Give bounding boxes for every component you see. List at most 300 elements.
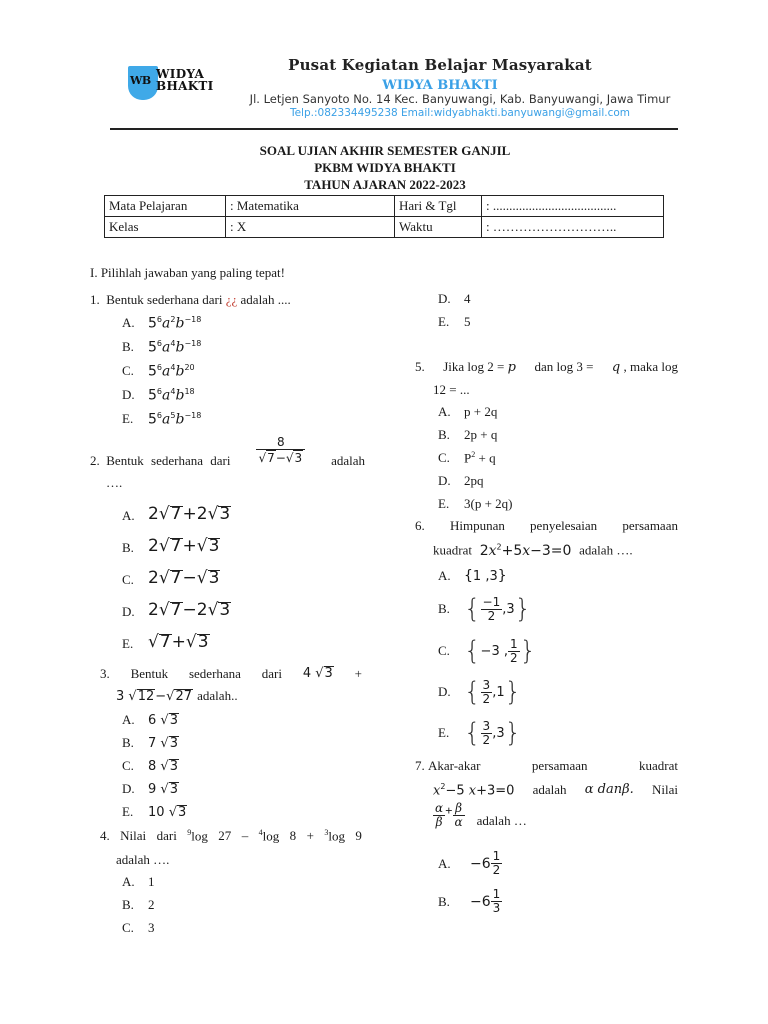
- answer-option[interactable]: [438, 427, 497, 443]
- set-expression: [464, 636, 536, 666]
- ellipsis: ….: [106, 475, 123, 490]
- coefficient: 2: [148, 504, 159, 524]
- option-label: A.: [438, 404, 451, 419]
- question-text: 12 = ...: [433, 382, 470, 397]
- variable: p: [507, 360, 516, 375]
- left-brace: {: [464, 677, 481, 707]
- answer-option[interactable]: [122, 804, 187, 820]
- question-text: persamaan: [622, 518, 678, 533]
- option-value: 3: [148, 920, 155, 935]
- term: −3=0: [530, 542, 572, 559]
- base: 5: [148, 411, 157, 428]
- option-value: 5: [464, 314, 471, 329]
- sqrt: √7: [158, 568, 182, 588]
- question-text: adalah..: [197, 688, 238, 703]
- whole-part: −6: [470, 893, 491, 910]
- answer-option[interactable]: [438, 636, 536, 666]
- answer-option[interactable]: [122, 735, 179, 751]
- broken-formula: ¿¿: [225, 292, 238, 307]
- expression: [148, 315, 201, 332]
- sqrt: √3: [160, 758, 178, 774]
- sqrt: √7: [158, 536, 182, 556]
- shield-icon: [128, 66, 158, 100]
- question-text: Jika log 2 =: [443, 359, 505, 374]
- answer-option[interactable]: [122, 387, 195, 404]
- question-text: kuadrat: [433, 542, 472, 558]
- exponent: 5: [170, 411, 176, 420]
- fraction-denominator: 2: [509, 650, 518, 665]
- answer-option[interactable]: [438, 314, 471, 330]
- answer-option[interactable]: [122, 758, 179, 774]
- fraction: [491, 850, 503, 877]
- question-text: adalah ….: [579, 542, 633, 558]
- base: 5: [148, 387, 157, 404]
- question-7: [415, 758, 678, 829]
- right-brace: }: [504, 677, 522, 707]
- answer-option[interactable]: [122, 897, 155, 913]
- exponent: 2: [440, 782, 446, 791]
- set-term: ,1: [492, 684, 505, 700]
- question-6: [415, 518, 678, 559]
- sqrt: √3: [160, 735, 178, 751]
- sqrt: √7: [148, 632, 171, 652]
- question-number: 7.: [415, 758, 425, 773]
- radicand: 3: [169, 735, 178, 751]
- operator: +: [306, 828, 314, 843]
- fraction-numerator: −1: [482, 594, 501, 609]
- fraction-numerator: 1: [509, 636, 518, 651]
- option-label: E.: [438, 496, 450, 511]
- radicand: 3: [324, 666, 333, 681]
- coefficient: 2: [148, 568, 159, 588]
- question-number: 1.: [90, 292, 100, 307]
- mixed-number: [470, 850, 502, 877]
- right-brace: }: [497, 568, 507, 584]
- term: +5: [501, 542, 523, 559]
- question-5: [415, 359, 678, 398]
- answer-option[interactable]: [122, 536, 220, 556]
- option-value: 2pq: [464, 473, 484, 488]
- set-expression: [464, 677, 521, 707]
- option-label: A.: [122, 315, 135, 331]
- right-brace: }: [519, 636, 537, 666]
- right-brace: }: [514, 594, 532, 624]
- sqrt: √3: [160, 781, 178, 797]
- option-label: B.: [122, 735, 134, 750]
- question-number: 6.: [415, 518, 425, 533]
- logo-line-1: WIDYA: [156, 67, 205, 81]
- variable: x: [433, 783, 441, 799]
- coefficient: 2: [196, 504, 208, 524]
- option-label: C.: [122, 363, 134, 379]
- expression: [148, 504, 231, 524]
- answer-option[interactable]: [438, 473, 484, 489]
- answer-option[interactable]: [438, 718, 521, 748]
- logo-line-2: BHAKTI: [156, 79, 214, 93]
- left-brace: {: [464, 636, 481, 666]
- question-number: 4.: [100, 828, 110, 843]
- radicand: 7: [170, 600, 182, 620]
- expression: [148, 411, 201, 428]
- option-value: 2: [148, 897, 155, 912]
- variable: q: [611, 360, 621, 375]
- answer-option[interactable]: [122, 632, 210, 652]
- coefficient: 7: [148, 735, 157, 751]
- radicand: 3: [177, 804, 187, 820]
- expression: [148, 387, 195, 404]
- base: 5: [148, 339, 157, 356]
- exponent: 4: [170, 339, 176, 348]
- log-arg: 27: [218, 828, 232, 843]
- exponent: 6: [156, 411, 163, 420]
- answer-option[interactable]: [122, 315, 201, 332]
- set-term: ,3: [502, 601, 515, 617]
- question-text: adalah ….: [116, 852, 170, 868]
- coefficient: 9: [148, 781, 157, 797]
- sqrt: √3: [168, 804, 187, 820]
- expression: [148, 568, 220, 588]
- option-label: D.: [438, 684, 451, 699]
- logo-mark: WB: [130, 74, 151, 87]
- question-text: Bentuk sederhana dari: [106, 292, 223, 307]
- variable: b: [175, 315, 185, 332]
- right-brace: }: [504, 718, 522, 748]
- option-label: D.: [122, 387, 135, 403]
- fraction-denominator: 2: [482, 732, 491, 747]
- question-3: 3. Bentuk sederhana dari 4 √3 + 3 √12−√27 adalah..: [100, 666, 362, 704]
- option-label: E.: [122, 636, 134, 651]
- operator: +: [182, 536, 197, 556]
- question-text: adalah: [331, 453, 365, 468]
- variable: β.: [622, 782, 634, 797]
- option-label: B.: [122, 339, 134, 355]
- variable: a: [162, 411, 171, 428]
- radicand: 12: [137, 689, 155, 704]
- answer-option[interactable]: [438, 594, 531, 624]
- option-label: B.: [122, 540, 134, 555]
- expression: [148, 363, 195, 380]
- answer-option[interactable]: [438, 450, 496, 466]
- answer-option[interactable]: [438, 496, 513, 512]
- option-label: C.: [438, 643, 450, 658]
- radicand: 7: [170, 536, 182, 556]
- question-text: , maka log: [623, 359, 678, 374]
- expression: [148, 632, 210, 652]
- option-label: D.: [122, 781, 135, 796]
- left-brace: {: [464, 718, 481, 748]
- set-term: −3 ,: [480, 643, 508, 659]
- base: 5: [148, 315, 157, 332]
- option-value: p + 2q: [464, 404, 498, 419]
- question-text: adalah ....: [240, 292, 291, 307]
- logo-text: [156, 68, 214, 92]
- answer-option[interactable]: [122, 363, 195, 380]
- year-title: TAHUN AJARAN 2022-2023: [304, 177, 466, 192]
- answer-option[interactable]: [122, 339, 201, 356]
- question-text: adalah: [532, 782, 567, 797]
- question-number: 5.: [415, 359, 425, 374]
- answer-option[interactable]: [438, 888, 502, 915]
- log-text: log: [191, 828, 208, 844]
- log-text: log: [328, 828, 345, 844]
- answer-option[interactable]: [438, 404, 497, 420]
- option-label: C.: [122, 572, 134, 587]
- fraction: [433, 802, 445, 829]
- question-text: Himpunan: [449, 518, 505, 533]
- radicand: 3: [219, 504, 231, 524]
- question-text: Akar-akar: [428, 758, 481, 773]
- mixed-number: [470, 888, 502, 915]
- option-label: D.: [122, 604, 135, 619]
- radicand: 3: [208, 536, 220, 556]
- operator: −: [155, 689, 167, 704]
- exponent: −18: [184, 411, 202, 420]
- option-label: A.: [122, 712, 135, 727]
- sqrt: √3: [207, 600, 231, 620]
- exponent: 6: [156, 363, 163, 372]
- question-2: [90, 434, 365, 491]
- exam-title: SOAL UJIAN AKHIR SEMESTER GANJIL: [259, 143, 511, 158]
- variable: a: [162, 315, 171, 332]
- address: Jl. Letjen Sanyoto No. 14 Kec. Banyuwangi, Kab. Banyuwangi, Jawa Timur: [249, 92, 671, 106]
- option-label: E.: [438, 314, 450, 329]
- sqrt: √3: [196, 568, 220, 588]
- question-text: dari: [156, 828, 177, 843]
- variable: x: [468, 783, 477, 799]
- coefficient: 8: [148, 758, 157, 774]
- question-text: persamaan: [531, 758, 588, 773]
- answer-option[interactable]: [122, 781, 179, 797]
- expression: [148, 600, 231, 620]
- radicand: 7: [267, 450, 275, 465]
- option-label: D.: [438, 291, 451, 306]
- answer-option[interactable]: [122, 600, 231, 620]
- coefficient: 6: [148, 712, 157, 728]
- question-1: [90, 292, 360, 308]
- fraction-numerator: 8: [276, 434, 285, 449]
- answer-option[interactable]: [438, 677, 521, 707]
- question-text: adalah …: [476, 813, 527, 829]
- option-label: A.: [438, 568, 451, 583]
- expression: [148, 782, 179, 797]
- left-brace: {: [464, 568, 473, 584]
- fraction: [481, 720, 493, 747]
- fraction: [256, 436, 305, 465]
- log-base: 3: [324, 828, 329, 837]
- option-value: 3(p + 2q): [464, 496, 513, 511]
- fraction: [453, 802, 465, 829]
- operator: –: [241, 828, 249, 843]
- sqrt: √3: [207, 504, 231, 524]
- fraction: [481, 679, 493, 706]
- fraction-denominator: α: [454, 815, 463, 830]
- question-text: dari: [261, 666, 282, 681]
- question-text: kuadrat: [639, 758, 678, 773]
- fraction-denominator: 2: [492, 863, 501, 877]
- operator: +: [354, 666, 362, 681]
- question-text: Bentuk sederhana dari: [106, 453, 231, 468]
- set-content: 1 ,3: [472, 568, 498, 584]
- set-expression: [464, 718, 521, 748]
- expression: [148, 736, 179, 751]
- operator: +: [171, 632, 186, 652]
- contact-info: Telp.:082334495238 Email:widyabhakti.banyuwangi@gmail.com: [289, 107, 631, 119]
- fraction-numerator: β: [453, 802, 465, 816]
- label-class: Kelas: [105, 217, 226, 238]
- radicand: 7: [170, 504, 182, 524]
- variable: b: [175, 387, 185, 404]
- base: P: [464, 450, 472, 466]
- exponent: −18: [184, 339, 202, 348]
- coefficient: 2: [479, 542, 489, 559]
- expression: [148, 339, 201, 356]
- base: 5: [148, 363, 157, 380]
- coefficient: 3: [116, 689, 125, 704]
- coefficient: 2: [148, 536, 159, 556]
- question-text: penyelesaian: [530, 518, 598, 533]
- sqrt: √7: [158, 504, 182, 524]
- header-divider: [110, 128, 678, 130]
- set-expression: [464, 568, 507, 584]
- exponent: 4: [170, 387, 176, 396]
- answer-option[interactable]: [438, 850, 502, 877]
- org-name: Pusat Kegiatan Belajar Masyarakat: [288, 56, 592, 74]
- fraction: [508, 638, 520, 665]
- option-label: C.: [438, 450, 450, 466]
- radicand: 3: [294, 450, 303, 465]
- operator: −: [182, 568, 197, 588]
- radicand: 7: [170, 568, 182, 588]
- answer-option[interactable]: [122, 712, 179, 728]
- option-label: E.: [122, 411, 134, 427]
- exponent: 2: [471, 450, 476, 459]
- radicand: 3: [219, 600, 231, 620]
- fraction-denominator: β: [435, 815, 443, 830]
- fraction: [491, 888, 503, 915]
- label-date: Hari & Tgl: [395, 196, 482, 217]
- answer-option[interactable]: [122, 568, 220, 588]
- fraction: [481, 596, 503, 623]
- label-time: Waktu: [395, 217, 482, 238]
- coefficient: 2: [148, 600, 159, 620]
- radicand: 3: [197, 632, 209, 652]
- whole-part: −6: [470, 855, 491, 872]
- radicand: 3: [169, 712, 178, 728]
- option-label: C.: [122, 920, 134, 935]
- option-value: 4: [464, 291, 471, 306]
- fraction-numerator: 1: [492, 887, 501, 901]
- option-label: B.: [438, 427, 450, 442]
- exponent: −18: [184, 315, 202, 324]
- answer-option[interactable]: [122, 874, 155, 890]
- operator: +: [182, 504, 197, 524]
- operator: −: [275, 450, 286, 465]
- set-expression: [464, 594, 531, 624]
- answer-option[interactable]: [438, 568, 507, 584]
- variable: a: [162, 387, 171, 404]
- question-number: 2.: [90, 453, 100, 468]
- value-subject: : Matematika: [226, 196, 395, 217]
- answer-option[interactable]: [122, 504, 231, 524]
- log-arg: 9: [355, 828, 362, 843]
- variable: b: [175, 339, 185, 356]
- log-base: 4: [258, 828, 263, 837]
- variable: a: [162, 363, 171, 380]
- radicand: 3: [169, 758, 178, 774]
- brand-name: WIDYA BHAKTI: [382, 78, 498, 93]
- variable: x: [522, 542, 531, 559]
- school-title: PKBM WIDYA BHAKTI: [314, 160, 456, 175]
- fraction-numerator: 3: [482, 677, 491, 692]
- option-label: B.: [438, 601, 450, 616]
- exponent: 20: [184, 363, 195, 372]
- option-label: C.: [122, 758, 134, 773]
- log-arg: 8: [289, 828, 297, 843]
- operator: +: [445, 803, 453, 819]
- answer-option[interactable]: [438, 291, 471, 307]
- expression: [148, 805, 187, 820]
- conjunction: dan: [597, 782, 623, 797]
- info-row: [105, 217, 664, 238]
- sqrt: √3: [196, 536, 220, 556]
- left-brace: {: [464, 594, 481, 624]
- option-label: E.: [438, 725, 450, 740]
- info-row: [105, 196, 664, 217]
- fraction-denominator: 2: [482, 691, 491, 706]
- exponent: 2: [170, 315, 176, 324]
- exponent: 6: [156, 339, 163, 348]
- question-text: sederhana: [188, 666, 241, 681]
- term: +3=0: [476, 783, 515, 799]
- option-value: [464, 450, 496, 466]
- label-subject: Mata Pelajaran: [105, 196, 226, 217]
- fraction-numerator: 3: [482, 718, 491, 733]
- option-label: A.: [122, 874, 135, 889]
- question-number: 3.: [100, 666, 110, 681]
- sqrt: √3: [160, 712, 178, 728]
- school-logo: [128, 66, 214, 106]
- sqrt: √3: [185, 632, 209, 652]
- fraction-numerator: α: [435, 801, 444, 816]
- expression: [148, 536, 220, 556]
- expression: [148, 713, 179, 728]
- value-class: : X: [226, 217, 395, 238]
- option-label: B.: [122, 897, 134, 912]
- log-text: log: [262, 828, 280, 844]
- info-table: [104, 195, 664, 238]
- log-base: 9: [187, 828, 192, 837]
- term: + q: [478, 450, 496, 466]
- option-value: 1: [148, 874, 155, 889]
- exponent: 4: [170, 363, 176, 372]
- value-time: : ………………………..: [482, 217, 664, 238]
- instruction: I. Pilihlah jawaban yang paling tepat!: [90, 265, 285, 280]
- answer-option[interactable]: [122, 411, 201, 428]
- question-4: [100, 828, 362, 868]
- fraction-numerator: 1: [492, 849, 501, 863]
- option-label: B.: [438, 893, 450, 909]
- value-date: : ......................................: [482, 196, 664, 217]
- answer-option[interactable]: [122, 920, 155, 936]
- variable: b: [175, 363, 185, 380]
- coefficient: 4: [302, 666, 312, 681]
- operator: −: [182, 600, 197, 620]
- exponent: 18: [184, 387, 195, 396]
- variable: x: [488, 542, 497, 559]
- fraction-denominator: √7−√3: [256, 449, 305, 465]
- exponent: 6: [156, 387, 163, 396]
- radicand: 7: [159, 632, 171, 652]
